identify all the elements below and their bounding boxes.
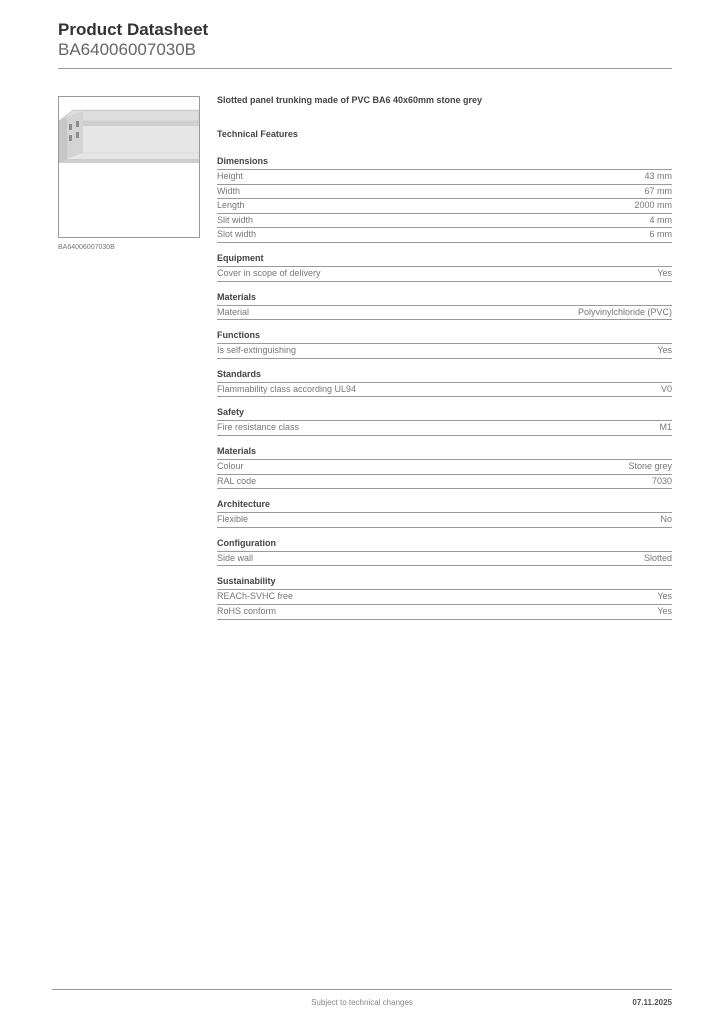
section-dimensions bbox=[217, 155, 672, 243]
spec-label: Colour bbox=[217, 460, 244, 471]
spec-row bbox=[217, 344, 672, 359]
spec-row bbox=[217, 170, 672, 185]
page-title: Product Datasheet bbox=[58, 20, 209, 39]
spec-row bbox=[217, 421, 672, 436]
spec-value: Slotted bbox=[643, 552, 672, 563]
spec-row bbox=[217, 199, 672, 214]
spec-value: 67 mm bbox=[644, 185, 672, 196]
product-description: Slotted panel trunking made of PVC BA6 40x60mm stone grey bbox=[217, 95, 483, 105]
section-title: Functions bbox=[217, 329, 672, 344]
spec-row bbox=[217, 552, 672, 567]
section-title: Safety bbox=[217, 406, 672, 421]
spec-label: Flexible bbox=[217, 514, 249, 525]
spec-label: Slot width bbox=[217, 229, 257, 240]
spec-label: Cover in scope of delivery bbox=[217, 267, 321, 278]
spec-value: No bbox=[660, 514, 672, 525]
section-title: Materials bbox=[217, 291, 672, 306]
section-materials bbox=[217, 291, 672, 321]
spec-value: Yes bbox=[657, 591, 672, 602]
spec-row bbox=[217, 590, 672, 605]
spec-label: Length bbox=[217, 200, 245, 211]
section-equipment bbox=[217, 252, 672, 282]
spec-value: Polyvinylchloride (PVC) bbox=[577, 306, 672, 317]
spec-value: 43 mm bbox=[644, 171, 672, 181]
slotted-trunking-product-photo bbox=[59, 97, 199, 237]
spec-value: Yes bbox=[657, 267, 672, 278]
spec-label: Material bbox=[217, 306, 250, 317]
header-divider bbox=[58, 68, 672, 69]
section-sustainability bbox=[217, 575, 672, 619]
section-title: Dimensions bbox=[217, 155, 672, 170]
spec-row bbox=[217, 513, 672, 528]
spec-label: RoHS conform bbox=[217, 605, 277, 616]
section-title: Materials bbox=[217, 445, 672, 460]
section-materials-colour bbox=[217, 445, 672, 489]
spec-row bbox=[217, 267, 672, 282]
spec-value: 7030 bbox=[651, 475, 672, 486]
section-title: Standards bbox=[217, 368, 672, 383]
spec-label: Height bbox=[217, 171, 244, 181]
section-architecture bbox=[217, 498, 672, 528]
section-functions bbox=[217, 329, 672, 359]
spec-value: V0 bbox=[660, 383, 672, 394]
image-caption: BA64006007030B bbox=[58, 244, 115, 251]
spec-label: Slit width bbox=[217, 214, 254, 225]
section-title: Configuration bbox=[217, 537, 672, 552]
spec-value: 2000 mm bbox=[634, 200, 672, 211]
spec-label: Is self-extinguishing bbox=[217, 345, 297, 356]
spec-label: Flammability class according UL94 bbox=[217, 383, 357, 394]
footer-divider bbox=[52, 989, 672, 990]
spec-value: M1 bbox=[659, 422, 672, 433]
spec-value: Yes bbox=[657, 605, 672, 616]
footer-note: Subject to technical changes bbox=[311, 998, 413, 1007]
spec-label: RAL code bbox=[217, 475, 257, 486]
section-title: Sustainability bbox=[217, 575, 672, 590]
product-image bbox=[58, 96, 200, 238]
section-standards bbox=[217, 368, 672, 398]
footer-date: 07.11.2025 bbox=[632, 998, 672, 1007]
section-title: Architecture bbox=[217, 498, 672, 513]
spec-value: 6 mm bbox=[649, 229, 672, 240]
spec-label: Width bbox=[217, 185, 241, 196]
spec-row bbox=[217, 306, 672, 321]
spec-value: Stone grey bbox=[628, 460, 672, 471]
spec-label: REACh-SVHC free bbox=[217, 591, 294, 602]
section-title: Equipment bbox=[217, 252, 672, 267]
spec-value: Yes bbox=[657, 345, 672, 356]
datasheet-content bbox=[217, 95, 672, 629]
section-safety bbox=[217, 406, 672, 436]
spec-row bbox=[217, 460, 672, 475]
spec-label: Fire resistance class bbox=[217, 422, 300, 433]
spec-row bbox=[217, 228, 672, 243]
spec-label: Side wall bbox=[217, 552, 254, 563]
spec-row bbox=[217, 383, 672, 398]
technical-features-heading: Technical Features bbox=[217, 129, 298, 139]
spec-value: 4 mm bbox=[649, 214, 672, 225]
spec-row bbox=[217, 475, 672, 490]
section-configuration bbox=[217, 537, 672, 567]
spec-row bbox=[217, 605, 672, 620]
document-header bbox=[58, 20, 672, 60]
spec-row bbox=[217, 214, 672, 229]
spec-row bbox=[217, 185, 672, 200]
product-code: BA64006007030B bbox=[58, 40, 197, 59]
